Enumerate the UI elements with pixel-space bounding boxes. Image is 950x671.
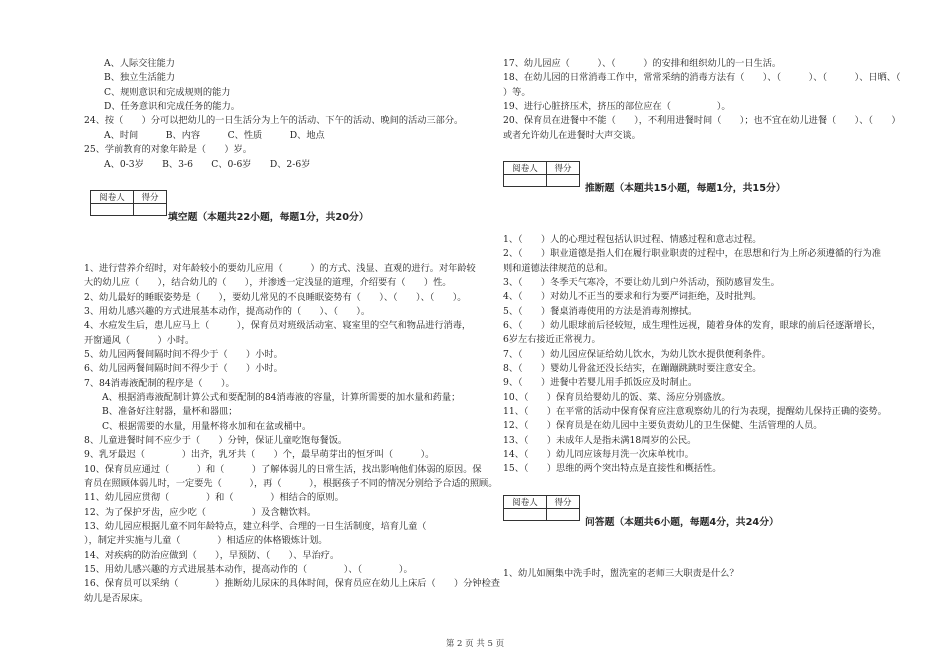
fill-line: 18、在幼儿园的日常消毒工作中，常常采纳的消毒方法有（ ）、（ ）、（ ）、日晒、（ (503, 72, 901, 83)
option-line: A、0-3岁 B、3-6 C、0-6岁 D、2-6岁 (104, 159, 311, 170)
score-table (90, 190, 167, 216)
judge-line: 10、（ ）保育员给婴幼儿的饭、菜、汤应分别盛放。 (503, 392, 731, 403)
section-title-judge: 推断题（本题共15小题，每题1分，共15分） (585, 183, 786, 194)
fill-line: 3、用幼儿感兴趣的方式进展基本动作，提高动作的（ ）、（ ）。 (84, 306, 371, 317)
score-label: 得分 (134, 191, 167, 204)
fill-line: A、根据消毒液配制计算公式和要配制的84消毒液的容量，计算所需要的加水量和药量； (102, 392, 461, 403)
score-table (503, 495, 580, 521)
fill-line: 9、乳牙最迟（ ）出齐，乳牙共（ ）个，最早萌芽出的恒牙叫（ ）。 (84, 449, 435, 460)
fill-line: 10、保育员应通过（ ）和（ ）了解体弱儿的日常生活，找出影响他们体弱的原因。保 (84, 464, 482, 475)
reviewer-label: 阅卷人 (504, 162, 547, 175)
reviewer-label: 阅卷人 (504, 496, 547, 509)
judge-line: 7、（ ）幼儿园应保证给幼儿饮水，为幼儿饮水提供便利条件。 (503, 349, 771, 360)
fill-line: 6、幼儿园两餐间隔时间不得少于（ ）小时。 (84, 363, 283, 374)
option-line: A、人际交往能力 (104, 58, 175, 69)
option-line: B、独立生活能力 (104, 72, 176, 83)
reviewer-cell[interactable] (504, 175, 547, 187)
judge-line: 15、（ ）思维的两个突出特点是直接性和概括性。 (503, 463, 722, 474)
reviewer-cell[interactable] (504, 509, 547, 521)
judge-line: 3、（ ）冬季天气寒冷，不要让幼儿到户外活动，预防感冒发生。 (503, 277, 780, 288)
judge-line: 1、（ ）人的心理过程包括认识过程、情感过程和意志过程。 (503, 234, 762, 245)
reviewer-cell[interactable] (91, 204, 134, 216)
score-label: 得分 (547, 162, 580, 175)
fill-line: ），制定并实施与儿童（ ）相适应的体格锻炼计划。 (84, 535, 328, 546)
question-line: 24、按（ ）分可以把幼儿的一日生活分为上午的活动、下午的活动、晚间的活动三部分。 (84, 115, 464, 126)
judge-line: 9、（ ）进餐中若婴儿用手抓饭应及时制止。 (503, 377, 698, 388)
fill-line: 14、对疾病的防治应做到（ ），早预防、（ ）、早治疗。 (84, 550, 340, 561)
judge-line: 5、（ ）餐桌消毒使用的方法是消毒剂擦拭。 (503, 306, 698, 317)
reviewer-label: 阅卷人 (91, 191, 134, 204)
option-line: A、时间 B、内容 C、性质 D、地点 (104, 130, 325, 141)
fill-line: 13、幼儿园应根据儿童不同年龄特点，建立科学、合理的一日生活制度，培育儿童（ (84, 521, 427, 532)
score-table (503, 161, 580, 187)
fill-line: 17、幼儿园应（ ）、（ ）的安排和组织幼儿的一日生活。 (503, 58, 782, 69)
fill-line: 2、幼儿最好的睡眠姿势是（ ），要幼儿常见的不良睡眠姿势有（ ）、（ ）、（ ）。 (84, 292, 467, 303)
page-footer: 第 2 页 共 5 页 (445, 639, 505, 649)
judge-line: 14、（ ）幼儿同应该每月洗一次床单枕巾。 (503, 449, 694, 460)
judge-line: 6、（ ）幼儿眼球前后径较短，成生理性远视，随着身体的发育，眼球的前后径逐渐增长， (503, 320, 881, 331)
fill-line: 育员在照顾体弱儿时，一定要先（ ），再（ ），根据孩子不同的情况分别给予合适的照顾。 (84, 478, 498, 489)
fill-line: 8、儿童进餐时间不应少于（ ）分钟，保证儿童吃饱每餐饭。 (84, 435, 348, 446)
qa-line: 1、幼儿如厕集中洗手时，盥洗室的老师三大职责是什么？ (503, 568, 739, 579)
fill-line: 开窗通风（ ）小时。 (84, 335, 195, 346)
score-cell[interactable] (547, 175, 580, 187)
judge-line: 13、（ ）未成年人是指未满18周岁的公民。 (503, 435, 697, 446)
judge-line: 12、（ ）保育员是在幼儿园中主要负责幼儿的卫生保健、生活管理的人员。 (503, 420, 823, 431)
judge-line: 11、（ ）在平常的活动中保育保育应注意观察幼儿的行为表现，提醒幼儿保持正确的姿势。 (503, 406, 887, 417)
fill-line: 19、进行心脏挤压术，挤压的部位应在（ ）。 (503, 101, 731, 112)
score-cell[interactable] (134, 204, 167, 216)
score-cell[interactable] (547, 509, 580, 521)
fill-line: C、根据需要的水量，用量杯将水加和在盆或桶中。 (102, 421, 312, 432)
section-title-qa: 问答题（本题共6小题，每题4分，共24分） (585, 517, 779, 528)
judge-line: 6岁左右接近正常视力。 (503, 334, 601, 345)
fill-line: 11、幼儿园应贯彻（ ）和（ ）相结合的原则。 (84, 492, 344, 503)
fill-line: 7、84消毒液配制的程序是（ ）。 (84, 378, 235, 389)
fill-line: 20、保育员在进餐中不能（ ），不利用进餐时间（ ）；也不宜在幼儿进餐（ ）、（ ） (503, 115, 901, 126)
fill-line: 或者允许幼儿在进餐时大声交谈。 (503, 130, 641, 141)
fill-line: B、准备好注射器，量杯和器皿； (102, 406, 238, 417)
option-line: C、规则意识和完成规则的能力 (104, 87, 231, 98)
fill-line: ）等。 (503, 87, 531, 98)
fill-line: 15、用幼儿感兴趣的方式进展基本动作，提高动作的（ ）、（ ）。 (84, 564, 413, 575)
question-line: 25、学前教育的对象年龄是（ ）岁。 (84, 144, 252, 155)
judge-line: 则和道德法律规范的总和。 (503, 263, 614, 274)
judge-line: 2、（ ）职业道德是指人们在履行职业职责的过程中，在思想和行为上所必须遵循的行为准 (503, 248, 881, 259)
score-label: 得分 (547, 496, 580, 509)
fill-line: 幼儿是否尿床。 (84, 593, 149, 604)
section-title-fill: 填空题（本题共22小题，每题1分，共20分） (168, 212, 369, 223)
fill-line: 4、水痘发生后，患儿应马上（ ），保育员对班级活动室、寝室里的空气和物品进行消毒， (84, 320, 472, 331)
fill-line: 大的幼儿应（ ），结合幼儿的（ ），并渗透一定浅显的道理，介绍要有（ ）性。 (84, 277, 452, 288)
judge-line: 4、（ ）对幼儿不正当的要求和行为要严词拒绝，及时批判。 (503, 291, 762, 302)
fill-line: 12、为了保护牙齿，应少吃（ ）及含糖饮料。 (84, 507, 317, 518)
judge-line: 8、（ ）婴幼儿骨盆还没长结实，在蹦蹦跳跳时要注意安全。 (503, 363, 762, 374)
option-line: D、任务意识和完成任务的能力。 (104, 101, 240, 112)
fill-line: 16、保育员可以采纳（ ）推断幼儿尿床的具体时间，保育员应在幼儿上床后（ ）分钟检查 (84, 578, 500, 589)
fill-line: 5、幼儿园两餐间隔时间不得少于（ ）小时。 (84, 349, 283, 360)
fill-line: 1、进行营养介绍时，对年龄较小的要幼儿应用（ ）的方式、浅显、直观的进行。对年龄较 (84, 263, 476, 274)
